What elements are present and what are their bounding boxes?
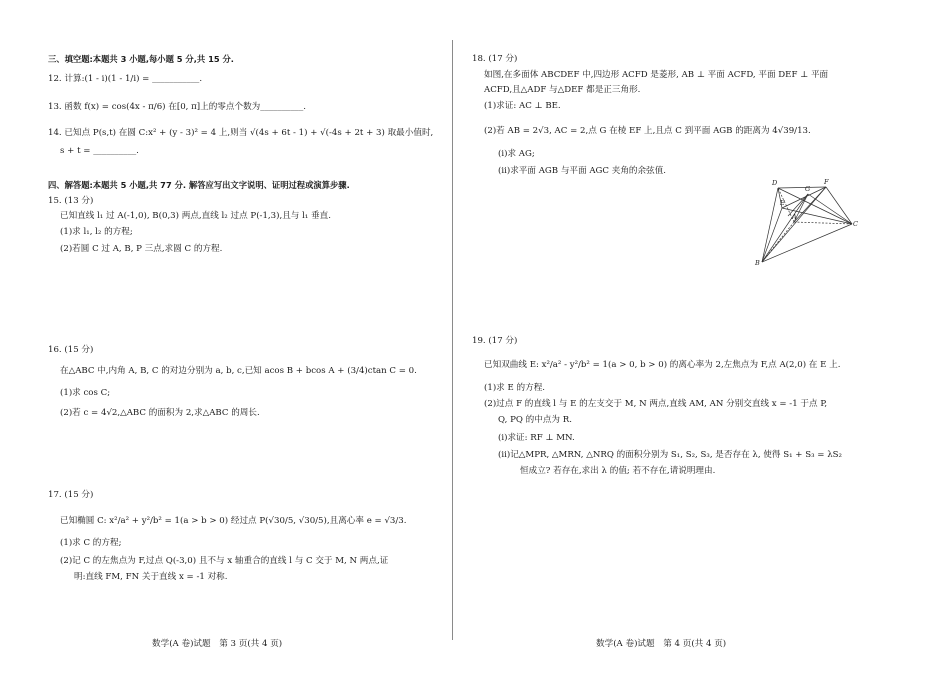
edge-ef (782, 187, 826, 208)
label-b: B (755, 259, 760, 267)
edge-bf (762, 187, 826, 262)
label-f: F (824, 178, 829, 186)
footer-page-3: 数学(A 卷)试题 第 3 页(共 4 页) (152, 639, 283, 649)
question-19-line1: 已知双曲线 E: x²/a² - y²/b² = 1(a > 0, b > 0) 的离心率为 2,左焦点为 F,点 A(2,0) 在 E 上. (484, 360, 841, 370)
question-15-part2: (2)若圆 C 过 A, B, P 三点,求圆 C 的方程. (60, 244, 223, 254)
question-19-sub2-line2: 恒成立? 若存在,求出 λ 的值; 若不存在,请说明理由. (520, 466, 716, 476)
question-16-header: 16. (15 分) (48, 345, 94, 355)
question-19-part2-line2: Q, PQ 的中点为 R. (498, 415, 572, 425)
section4-title: 四、解答题:本题共 5 小题,共 77 分. 解答应写出文字说明、证明过程或演算步骤. (48, 180, 350, 190)
edge-bc (762, 224, 852, 262)
question-16-line1: 在△ABC 中,内角 A, B, C 的对边分别为 a, b, c,已知 acos B + bcos A + (3/4)ctan C = 0. (60, 366, 417, 376)
label-c: C (853, 220, 858, 228)
edge-dc (778, 188, 852, 224)
question-18-sub2: (ⅱ)求平面 AGB 与平面 AGC 夹角的余弦值. (498, 166, 667, 176)
question-19-part2-line1: (2)过点 F 的直线 l 与 E 的左支交于 M, N 两点,直线 AM, AN 分别交直线 x = -1 于点 P, (484, 399, 828, 409)
question-18-sub1: (ⅰ)求 AG; (498, 149, 535, 159)
question-16-part1: (1)求 cos C; (60, 388, 111, 398)
page-divider (452, 40, 453, 640)
edge-gc (808, 194, 852, 224)
label-d: D (772, 179, 778, 187)
label-a: A (792, 213, 797, 221)
question-14-line2: s + t = __________. (60, 146, 139, 156)
edge-bg (762, 194, 808, 262)
label-g: G (805, 185, 811, 193)
question-18-part1: (1)求证: AC ⊥ BE. (484, 101, 561, 111)
question-19-header: 19. (17 分) (472, 336, 518, 346)
edge-gb-inner (788, 194, 808, 216)
question-17-part2-line2: 明:直线 FM, FN 关于直线 x = -1 对称. (74, 572, 228, 582)
question-18-line2: ACFD,且△ADF 与△DEF 都是正三角形. (484, 85, 641, 95)
polyhedron-figure (752, 176, 862, 268)
question-18-line1: 如图,在多面体 ABCDEF 中,四边形 ACFD 是菱形, AB ⊥ 平面 ACFD, 平面 DEF ⊥ 平面 (484, 70, 829, 80)
question-15-header: 15. (13 分) (48, 196, 94, 206)
question-17-part1: (1)求 C 的方程; (60, 538, 122, 548)
question-17-header: 17. (15 分) (48, 490, 94, 500)
question-19-sub2-line1: (ⅱ)记△MPR, △MRN, △NRQ 的面积分别为 S₁, S₂, S₃, 是否存在 λ, 使得 S₁ + S₃ = λS₂ (498, 450, 842, 460)
question-17-line1: 已知椭圆 C: x²/a² + y²/b² = 1(a > b > 0) 经过点 P(√30/5, √30/5),且离心率 e = √3/3. (60, 516, 407, 526)
question-14-line1: 14. 已知点 P(s,t) 在圆 C:x² + (y - 3)² = 4 上,则当 √(4s + 6t - 1) + √(-4s + 2t + 3) 取最小值时, (48, 128, 434, 138)
question-15-part1: (1)求 l₁, l₂ 的方程; (60, 227, 133, 237)
question-16-part2: (2)若 c = 4√2,△ABC 的面积为 2,求△ABC 的周长. (60, 408, 260, 418)
footer-page-4: 数学(A 卷)试题 第 4 页(共 4 页) (596, 639, 727, 649)
question-13: 13. 函数 f(x) = cos(4x - π/6) 在[0, π]上的零点个数为__________. (48, 102, 306, 112)
question-18-header: 18. (17 分) (472, 54, 518, 64)
label-e: E (780, 199, 785, 207)
question-12: 12. 计算:(1 - i)(1 - 1/i) = ___________. (48, 74, 203, 84)
edge-ab (762, 222, 794, 262)
question-19-sub1: (ⅰ)求证: RF ⊥ MN. (498, 433, 575, 443)
edge-fc (826, 187, 852, 224)
section3-title: 三、填空题:本题共 3 小题,每小题 5 分,共 15 分. (48, 54, 234, 64)
question-15-line1: 已知直线 l₁ 过 A(-1,0), B(0,3) 两点,直线 l₂ 过点 P(-1,3),且与 l₁ 垂直. (60, 211, 331, 221)
edge-df (778, 187, 826, 188)
question-17-part2-line1: (2)记 C 的左焦点为 F,过点 Q(-3,0) 且不与 x 轴重合的直线 l 与 C 交于 M, N 两点,证 (60, 556, 389, 566)
question-18-part2: (2)若 AB = 2√3, AC = 2,点 G 在棱 EF 上,且点 C 到平面 AGB 的距离为 4√39/13. (484, 126, 811, 136)
question-19-part1: (1)求 E 的方程. (484, 383, 546, 393)
